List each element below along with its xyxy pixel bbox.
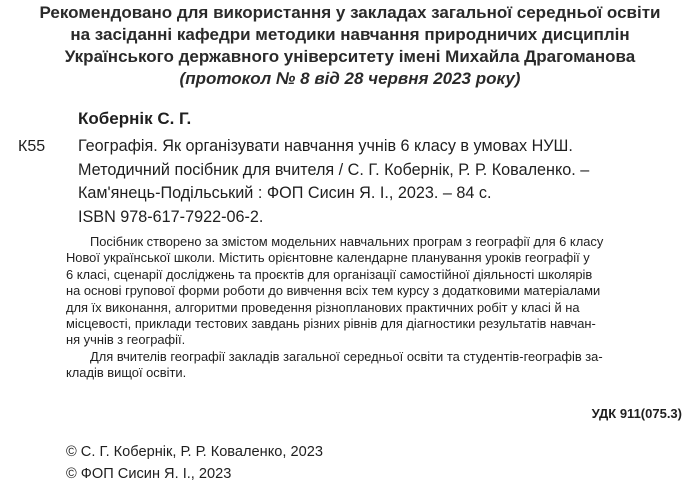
abstract-audience-line: Для вчителів географії закладів загальної середньої освіти та студентів-географів за- xyxy=(90,348,603,364)
abstract-line: для їх виконання, алгоритми проведення різнопланових практичних робіт у класі й на xyxy=(66,299,580,315)
abstract-line: на основі групової форми роботи до вивчення всіх тем курсу з додатковими матеріалами xyxy=(66,283,601,299)
abstract-line: Посібник створено за змістом модельних навчальних програм з географії для 6 класу xyxy=(90,234,604,249)
udc-code: УДК 911(075.3) xyxy=(591,406,682,421)
biblio-authors-line: Методичний посібник для вчителя / С. Г. Кобернік, Р. Р. Коваленко. – xyxy=(78,160,590,179)
biblio-isbn-line: ISBN 978-617-7922-06-2. xyxy=(78,207,264,226)
abstract xyxy=(66,234,696,382)
biblio-publisher-line: Кам'янець-Подільський : ФОП Сисин Я. І., 2023. – 84 с. xyxy=(78,184,492,202)
copyright-publisher: © ФОП Сисин Я. І., 2023 xyxy=(66,466,232,482)
abstract-audience-line: кладів вищої освіти. xyxy=(66,365,187,381)
recommendation-line-3: Українського державного університету імені Михайла Драгоманова xyxy=(64,47,636,66)
recommendation-protocol: (протокол № 8 від 28 червня 2023 року) xyxy=(179,69,521,88)
abstract-line: ня учнів з географії. xyxy=(66,332,186,348)
abstract-line: Нової української школи. Містить орієнтовне календарне планування уроків географії у xyxy=(66,250,590,266)
abstract-line: місцевості, приклади тестових завдань різних рівнів для діагностики результатів навчан- xyxy=(66,316,596,332)
bibliographic-description xyxy=(78,135,693,229)
copyright-block xyxy=(66,441,323,485)
copyright-authors: © С. Г. Кобернік, Р. Р. Коваленко, 2023 xyxy=(66,444,323,460)
abstract-line: 6 класі, сценарії досліджень та проєктів для організації самостійної діяльності школярів xyxy=(66,266,593,282)
biblio-title-line: Географія. Як організувати навчання учнів 6 класу в умовах НУШ. xyxy=(78,137,573,155)
call-number: К55 xyxy=(18,138,46,155)
recommendation-line-2: на засіданні кафедри методики навчання природничих дисциплін xyxy=(70,25,630,44)
author-heading: Кобернік С. Г. xyxy=(78,109,192,128)
recommendation-block xyxy=(30,2,670,90)
recommendation-line-1: Рекомендовано для використання у закладах загальної середньої освіти xyxy=(39,3,661,22)
